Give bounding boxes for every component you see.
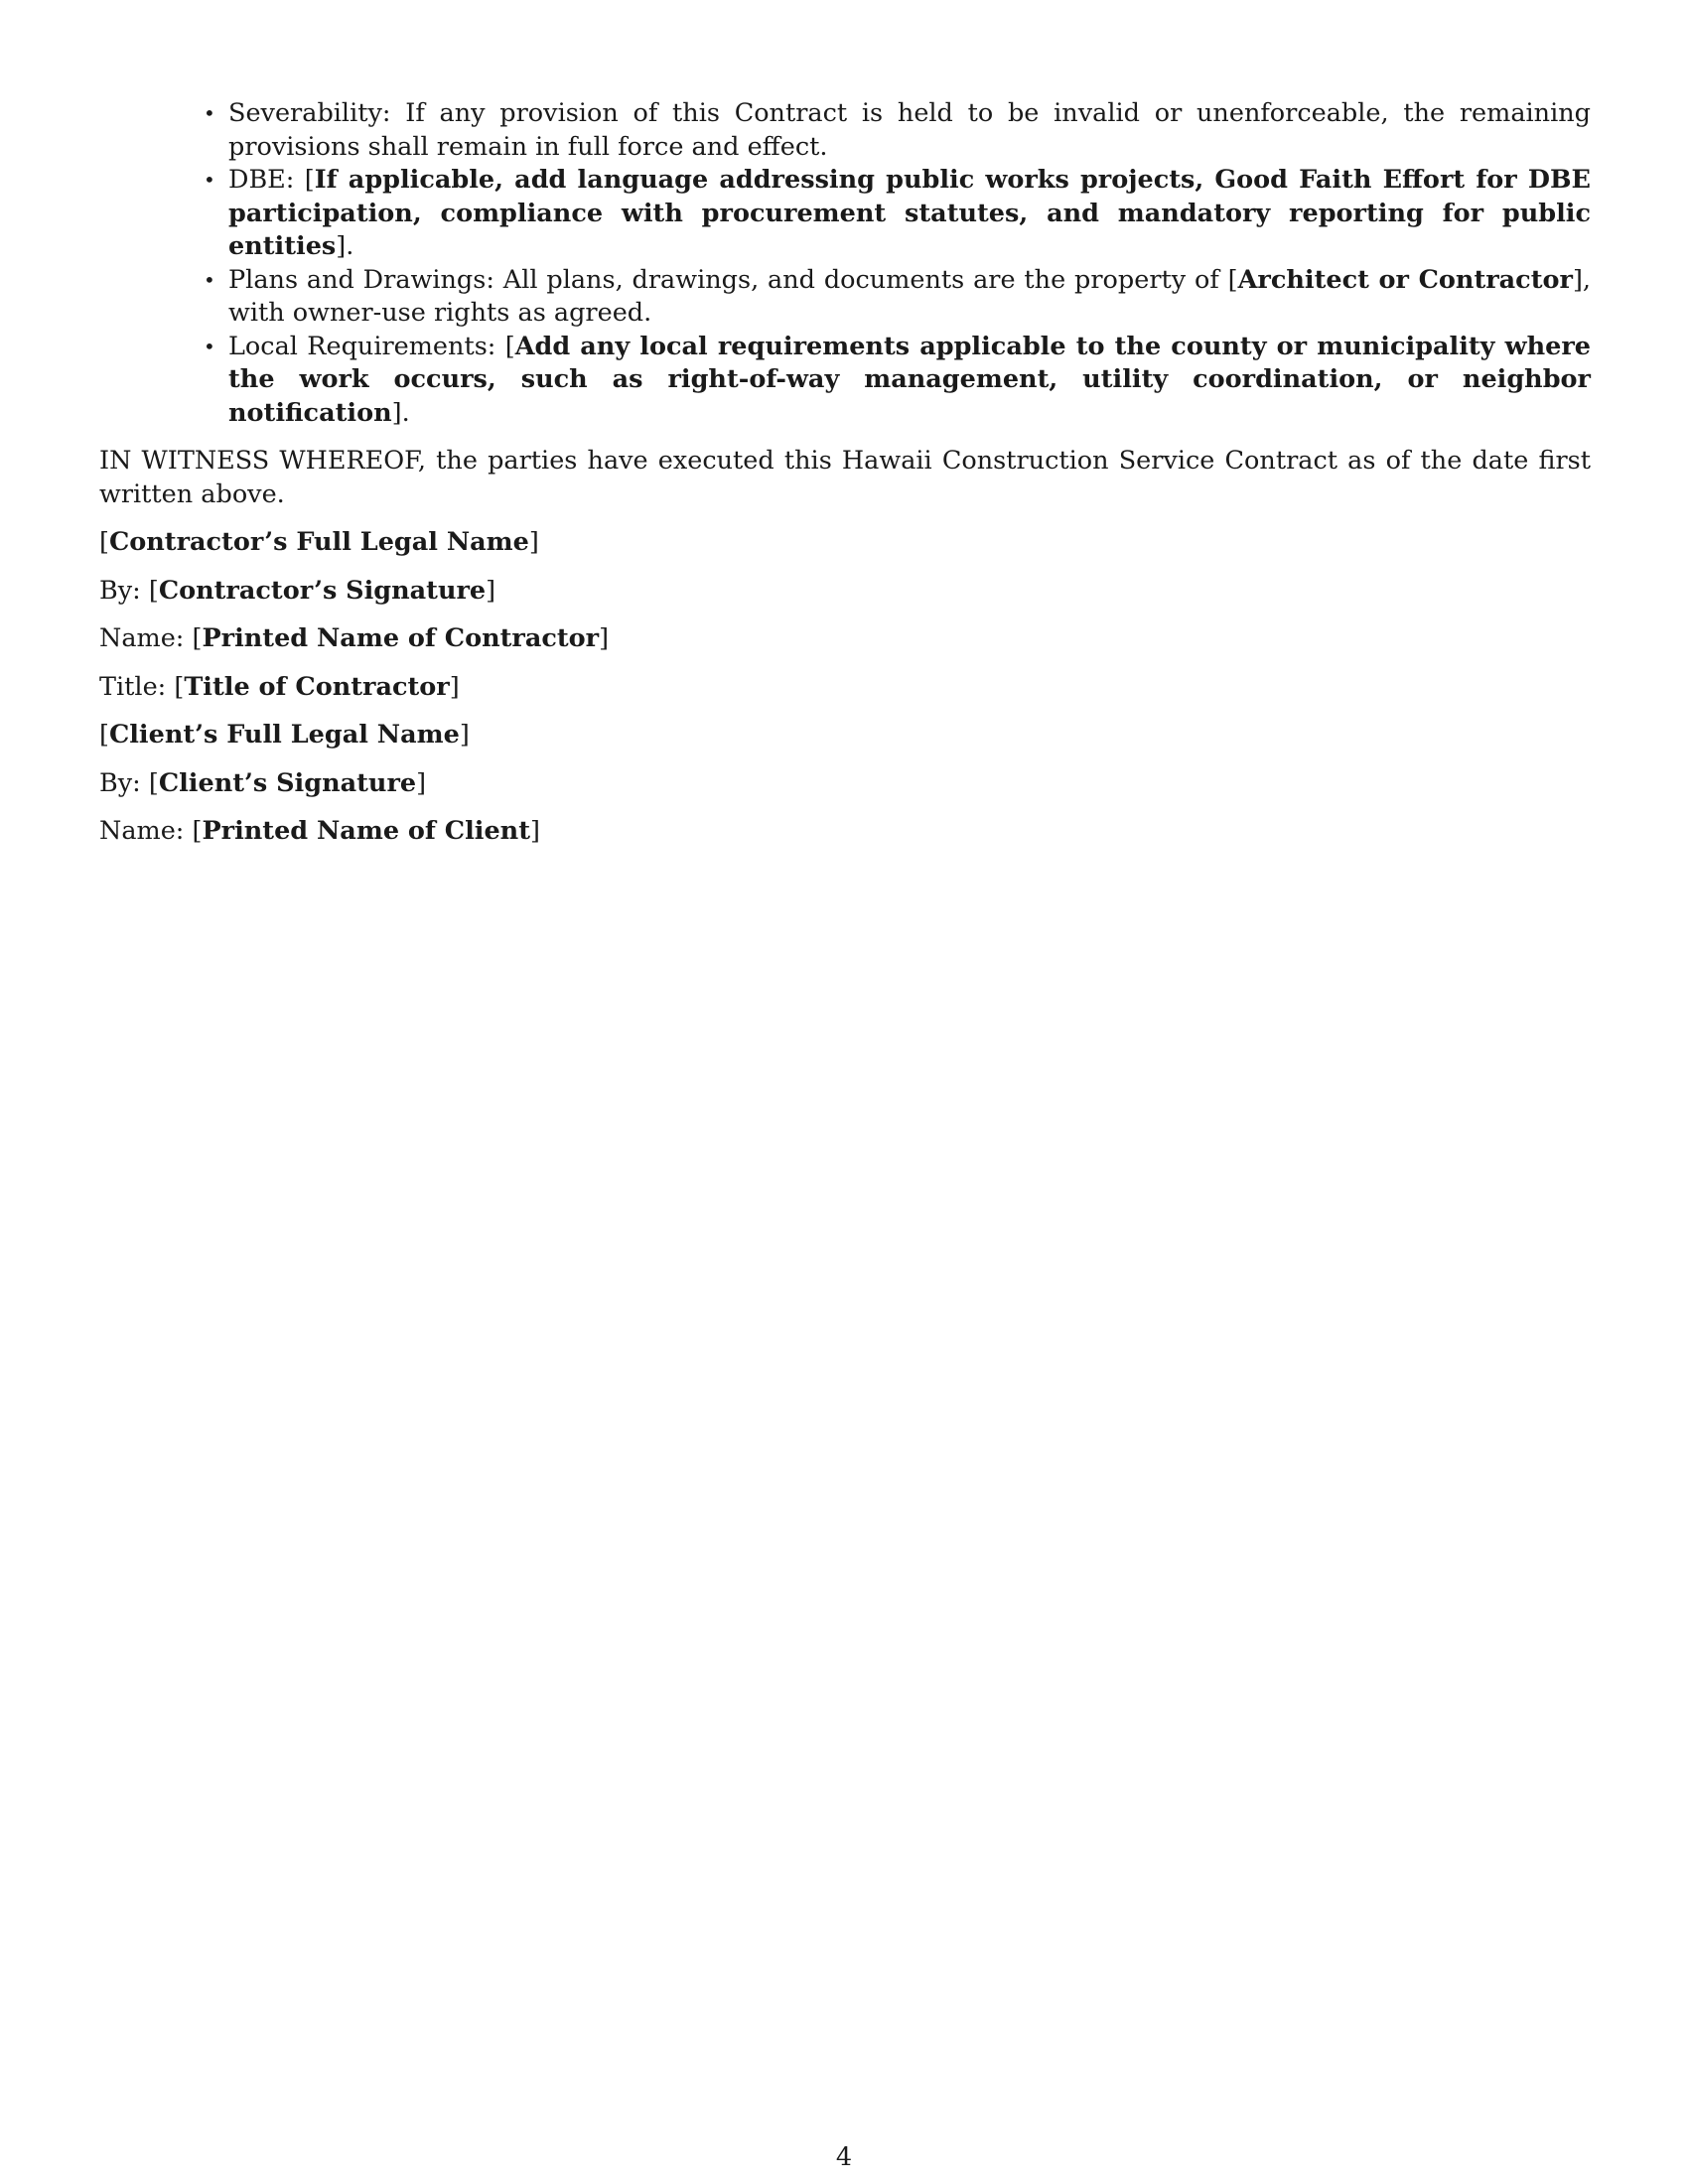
contractor-printed-name-placeholder: Printed Name of Contractor <box>202 623 600 653</box>
client-legal-name-placeholder: Client’s Full Legal Name <box>108 720 460 750</box>
clause-label: DBE: <box>228 165 295 195</box>
bullet-icon: • <box>204 334 215 358</box>
name-label: Name: <box>99 623 185 653</box>
clause-text-post: ]. <box>336 231 354 261</box>
clause-placeholder: If applicable, add language addressing public works projects, Good Faith Effort for DBE participation, compliance with procurement statutes, and mandatory reporting for public entities <box>228 165 1591 261</box>
clause-label: Severability: <box>228 98 391 128</box>
witness-paragraph: IN WITNESS WHEREOF, the parties have executed this Hawaii Construction Service Contract as of the date first written above. <box>99 446 1591 509</box>
clause-plans-drawings <box>204 264 1591 331</box>
contractor-legal-name: [Contractor’s Full Legal Name] <box>99 527 539 557</box>
contractor-signature-placeholder: Contractor’s Signature <box>158 575 487 606</box>
contractor-signature-line: By: [Contractor’s Signature] <box>99 575 496 606</box>
clause-label: Plans and Drawings: <box>228 264 494 295</box>
clause-text-post: ]. <box>391 397 410 428</box>
document-page <box>99 97 1591 849</box>
bullet-icon: • <box>204 168 215 192</box>
client-legal-name: [Client’s Full Legal Name] <box>99 720 470 750</box>
clause-severability <box>204 97 1592 164</box>
clause-list <box>99 97 1591 430</box>
title-label: Title: <box>99 671 167 702</box>
clause-text-pre: All plans, drawings, and documents are the property of [ <box>502 264 1238 295</box>
clause-text-pre: [ <box>304 165 315 195</box>
contractor-title-placeholder: Title of Contractor <box>184 671 450 702</box>
bullet-icon: • <box>204 101 215 125</box>
clause-text-pre: [ <box>504 331 515 361</box>
contractor-title-line: Title: [Title of Contractor] <box>99 671 460 702</box>
by-label: By: <box>99 767 141 798</box>
client-signature-placeholder: Client’s Signature <box>158 767 417 798</box>
clause-text: If any provision of this Contract is held to be invalid or unenforceable, the remaining provisions shall remain in full force and effect. <box>228 98 1592 162</box>
bullet-icon: • <box>204 267 215 292</box>
by-label: By: <box>99 575 141 606</box>
contractor-printed-name-line: Name: [Printed Name of Contractor] <box>99 623 610 653</box>
clause-local-requirements <box>204 331 1592 431</box>
page-number: 4 <box>835 2142 853 2172</box>
clause-dbe <box>204 164 1591 264</box>
client-printed-name-line: Name: [Printed Name of Client] <box>99 816 540 846</box>
clause-text-post: ], with owner-use rights as agreed. <box>228 264 1591 328</box>
clause-label: Local Requirements: <box>228 331 496 361</box>
clause-placeholder: Add any local requirements applicable to the county or municipality where the work occurs, such as right-of-way management, utility coordination, or neighbor notification <box>228 331 1592 428</box>
clause-placeholder: Architect or Contractor <box>1237 264 1573 295</box>
client-signature-line: By: [Client’s Signature] <box>99 767 427 798</box>
contractor-legal-name-placeholder: Contractor’s Full Legal Name <box>108 527 529 557</box>
client-printed-name-placeholder: Printed Name of Client <box>202 816 530 846</box>
name-label: Name: <box>99 816 185 846</box>
